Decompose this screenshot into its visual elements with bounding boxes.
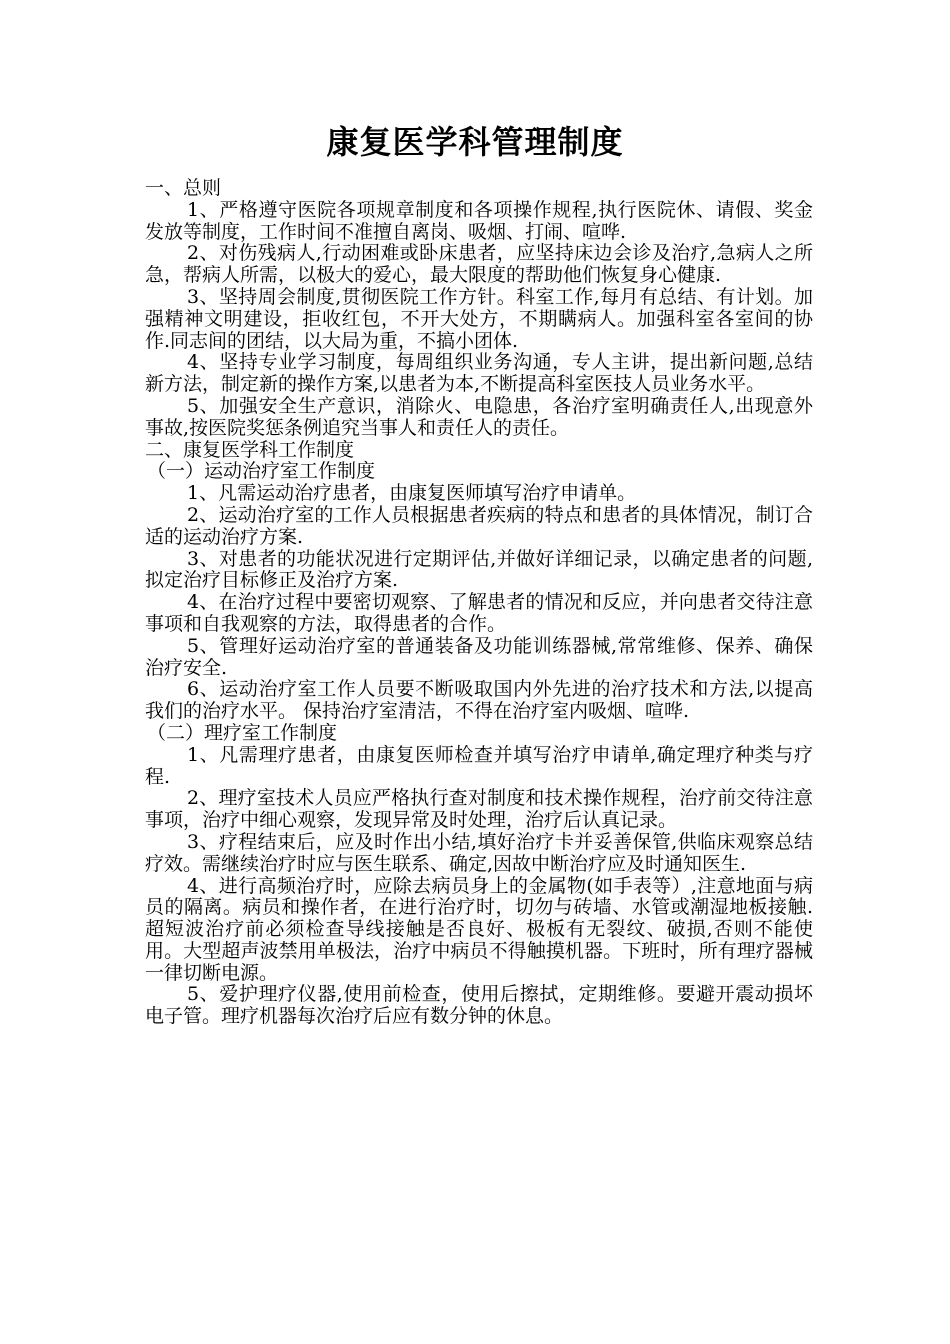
paragraph: 2、对伤残病人,行动困难或卧床患者，应坚持床边会诊及治疗,急病人之所急，帮病人所需，以极大的爱心，最大限度的帮助他们恢复身心健康.: [145, 242, 813, 287]
paragraph: 2、理疗室技术人员应严格执行查对制度和技术操作规程，治疗前交待注意事项，治疗中细心观察，发现异常及时处理，治疗后认真记录。: [145, 787, 813, 832]
paragraph: 1、严格遵守医院各项规章制度和各项操作规程,执行医院休、请假、奖金发放等制度，工作时间不准擅自离岗、吸烟、打闹、喧哗.: [145, 198, 813, 243]
subsection-heading-exercise-therapy: （一）运动治疗室工作制度: [147, 460, 376, 483]
paragraph: 4、进行高频治疗时，应除去病员身上的金属物(如手表等）,注意地面与病员的隔离。病员和操作者，在进行治疗时，切勿与砖墙、水管或潮湿地板接触.超短波治疗前必须检查导线接触是否良好、极板有无裂纹、破损,否则不能使用。大型超声波禁用单极法，治疗中病员不得触摸机器。下班时，所有理疗器械一律切断电源。: [145, 874, 813, 984]
paragraph: 3、坚持周会制度,贯彻医院工作方针。科室工作,每月有总结、有计划。加强精神文明建设，拒收红包，不开大处方，不期瞒病人。加强科室各室间的协作.同志间的团结，以大局为重，不搞小团体.: [145, 285, 813, 352]
paragraph: 5、爱护理疗仪器,使用前检查，使用后擦拭，定期维修。要避开震动损坏电子管。理疗机器每次治疗后应有数分钟的休息。: [145, 983, 813, 1028]
section-heading-work-rules: 二、康复医学科工作制度: [145, 438, 355, 461]
paragraph: 4、在治疗过程中要密切观察、了解患者的情况和反应，并向患者交待注意事项和自我观察的方法，取得患者的合作。: [145, 591, 813, 635]
paragraph: 6、运动治疗室工作人员要不断吸取国内外先进的治疗技术和方法,以提高我们的治疗水平。 保持治疗室清洁，不得在治疗室内吸烟、喧哗.: [145, 678, 813, 723]
paragraph: 1、凡需运动治疗患者，由康复医师填写治疗申请单。: [187, 482, 637, 505]
paragraph: 4、坚持专业学习制度，每周组织业务沟通，专人主讲，提出新问题,总结新方法，制定新的操作方案,以患者为本,不断提高科室医技人员业务水平。: [145, 351, 813, 396]
document-body: [145, 178, 813, 1028]
paragraph: 1、凡需理疗患者，由康复医师检查并填写治疗申请单,确定理疗种类与疗程.: [145, 743, 813, 788]
paragraph: 5、加强安全生产意识，消除火、电隐患，各治疗室明确责任人,出现意外事故,按医院奖惩条例追究当事人和责任人的责任。: [145, 394, 813, 439]
document-title: 康复医学科管理制度: [326, 123, 624, 161]
paragraph: 3、对患者的功能状况进行定期评估,并做好详细记录，以确定患者的问题,拟定治疗目标修正及治疗方案.: [145, 547, 813, 592]
paragraph: 5、管理好运动治疗室的普通装备及功能训练器械,常常维修、保养、确保治疗安全.: [145, 634, 813, 679]
section-heading-general: 一、总则: [145, 177, 222, 199]
paragraph: 3、疗程结束后，应及时作出小结,填好治疗卡并妥善保管,供临床观察总结疗效。需继续治疗时应与医生联系、确定,因故中断治疗应及时通知医生.: [145, 830, 813, 875]
subsection-heading-physiotherapy: （二）理疗室工作制度: [147, 721, 338, 744]
paragraph: 2、运动治疗室的工作人员根据患者疾病的特点和患者的具体情况，制订合适的运动治疗方案.: [145, 503, 813, 548]
